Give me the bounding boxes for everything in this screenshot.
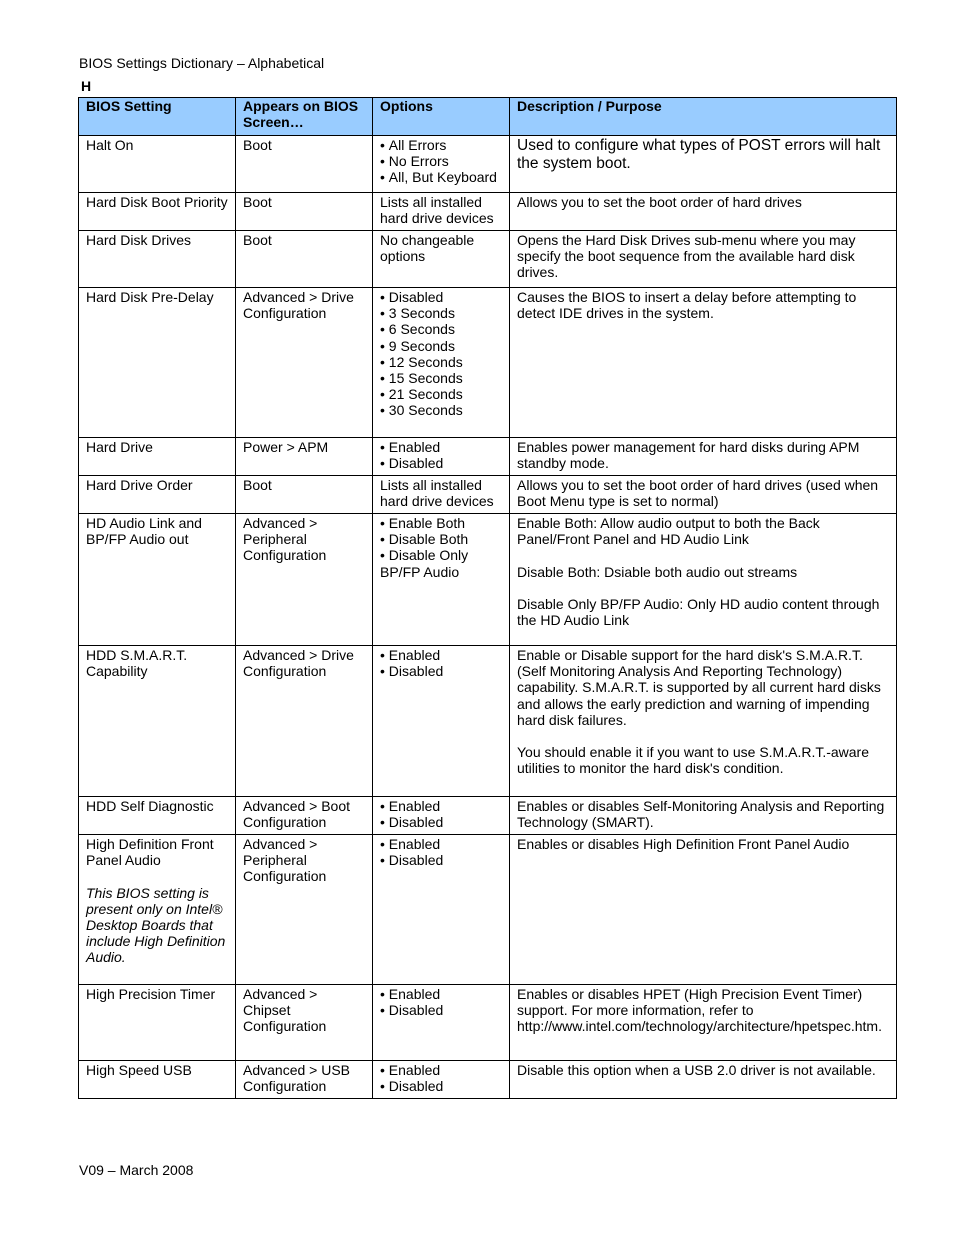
setting-cell: Halt On [79,136,236,193]
setting-note: This BIOS setting is present only on Intel® Desktop Boards that include High Definition Audio. [86,884,226,966]
column-header-setting: BIOS Setting [79,98,236,136]
table-row [79,985,897,1061]
screen-cell: Advanced > Chipset Configuration [236,985,373,1061]
table-row [79,438,897,476]
options-cell: Lists all installed hard drive devices [373,476,510,514]
options-cell [373,985,510,1061]
screen-cell: Power > APM [236,438,373,476]
setting-cell: High Speed USB [79,1061,236,1099]
bios-settings-table [78,97,897,1099]
option-item: • 15 Seconds [380,370,503,386]
option-item: • Disabled [380,289,503,305]
option-item: • Disable Both [380,531,503,547]
document-footer: V09 – March 2008 [79,1162,194,1178]
screen-cell: Boot [236,136,373,193]
option-item: • 6 Seconds [380,321,503,337]
description-cell [510,1061,897,1099]
column-header-screen: Appears on BIOS Screen… [236,98,373,136]
setting-cell: Hard Disk Drives [79,231,236,288]
description-text: Enables power management for hard disks during APM standby mode. [517,439,860,472]
description-cell [510,646,897,797]
options-cell [373,288,510,438]
setting-cell: HD Audio Link and BP/FP Audio out [79,514,236,646]
options-cell [373,1061,510,1099]
setting-name: High Definition Front Panel Audio [86,836,214,869]
option-item: • 21 Seconds [380,386,503,402]
options-cell [373,514,510,646]
description-text: Opens the Hard Disk Drives sub-menu where you may specify the boot sequence from the available hard disk drives. [517,232,856,281]
description-text: Disable Both: Dsiable both audio out streams [517,563,798,580]
screen-cell: Advanced > Peripheral Configuration [236,835,373,985]
option-item: • Enabled [380,798,503,814]
option-item: • 30 Seconds [380,402,503,418]
description-text: Used to configure what types of POST errors will halt the system boot. [517,137,881,172]
screen-cell: Boot [236,193,373,231]
option-item: • Disabled [380,852,503,868]
description-text: Enables or disables High Definition Front Panel Audio [517,836,850,852]
option-item: • All Errors [380,137,503,153]
description-cell [510,514,897,646]
description-text: Enables or disables HPET (High Precision Event Timer) support. For more information, refer to http://www.intel.com/technology/architecture/hpetspec.htm. [517,986,882,1035]
options-cell [373,646,510,797]
setting-cell: Hard Disk Boot Priority [79,193,236,231]
option-item: • Enabled [380,986,503,1002]
description-text: Enable Both: Allow audio output to both the Back Panel/Front Panel and HD Audio Link [517,515,820,548]
table-row [79,193,897,231]
option-item: • Disable Only BP/FP Audio [380,547,503,579]
screen-cell: Advanced > Drive Configuration [236,646,373,797]
option-item: • Enabled [380,439,503,455]
setting-cell: HDD Self Diagnostic [79,797,236,835]
column-header-options: Options [373,98,510,136]
setting-cell [79,835,236,985]
option-item: • 12 Seconds [380,354,503,370]
option-item: • Enabled [380,647,503,663]
column-header-description: Description / Purpose [510,98,897,136]
options-cell [373,835,510,985]
description-text: Allows you to set the boot order of hard drives [517,194,802,210]
table-row [79,835,897,985]
screen-cell: Advanced > Drive Configuration [236,288,373,438]
option-item: • All, But Keyboard [380,169,503,185]
description-text: Disable this option when a USB 2.0 driver is not available. [517,1062,876,1078]
description-cell [510,835,897,985]
description-text: Enables or disables Self-Monitoring Analysis and Reporting Technology (SMART). [517,798,885,831]
description-text: Enable or Disable support for the hard disk's S.M.A.R.T. (Self Monitoring Analysis And Reporting Technology) capability. S.M.A.R.T. is supported by all current hard disks and allows the early prediction and warning of impending hard disk failures. [517,647,881,728]
options-cell [373,136,510,193]
description-cell [510,438,897,476]
options-cell: No changeable options [373,231,510,288]
description-cell [510,288,897,438]
table-row [79,797,897,835]
setting-cell: Hard Disk Pre-Delay [79,288,236,438]
setting-cell: HDD S.M.A.R.T. Capability [79,646,236,797]
setting-cell: Hard Drive [79,438,236,476]
table-row [79,136,897,193]
option-item: • Disabled [380,1002,503,1018]
table-header-row [79,98,897,136]
table-row [79,476,897,514]
option-item: • Disabled [380,1078,503,1094]
screen-cell: Advanced > Peripheral Configuration [236,514,373,646]
option-item: • 9 Seconds [380,338,503,354]
option-item: • 3 Seconds [380,305,503,321]
option-item: • Disabled [380,663,503,679]
description-cell [510,797,897,835]
description-cell [510,476,897,514]
table-row [79,288,897,438]
description-text: You should enable it if you want to use S.M.A.R.T.-aware utilities to monitor the hard disk's condition. [517,744,870,777]
description-text: Causes the BIOS to insert a delay before attempting to detect IDE drives in the system. [517,289,857,322]
screen-cell: Advanced > Boot Configuration [236,797,373,835]
table-row [79,231,897,288]
setting-cell: High Precision Timer [79,985,236,1061]
options-cell [373,797,510,835]
screen-cell: Boot [236,231,373,288]
option-item: • Enabled [380,1062,503,1078]
option-item: • No Errors [380,153,503,169]
options-cell [373,438,510,476]
table-row [79,646,897,797]
setting-cell: Hard Drive Order [79,476,236,514]
option-item: • Enable Both [380,515,503,531]
description-cell [510,985,897,1061]
section-letter: H [81,78,92,94]
screen-cell: Advanced > USB Configuration [236,1061,373,1099]
screen-cell: Boot [236,476,373,514]
options-cell: Lists all installed hard drive devices [373,193,510,231]
description-cell [510,136,897,193]
description-text: Disable Only BP/FP Audio: Only HD audio content through the HD Audio Link [517,595,880,629]
document-header: BIOS Settings Dictionary – Alphabetical [79,55,325,71]
option-item: • Enabled [380,836,503,852]
description-text: Allows you to set the boot order of hard drives (used when Boot Menu type is set to normal) [517,477,879,510]
table-row [79,1061,897,1099]
option-item: • Disabled [380,814,503,830]
description-cell [510,193,897,231]
description-cell [510,231,897,288]
option-item: • Disabled [380,455,503,471]
table-row [79,514,897,646]
